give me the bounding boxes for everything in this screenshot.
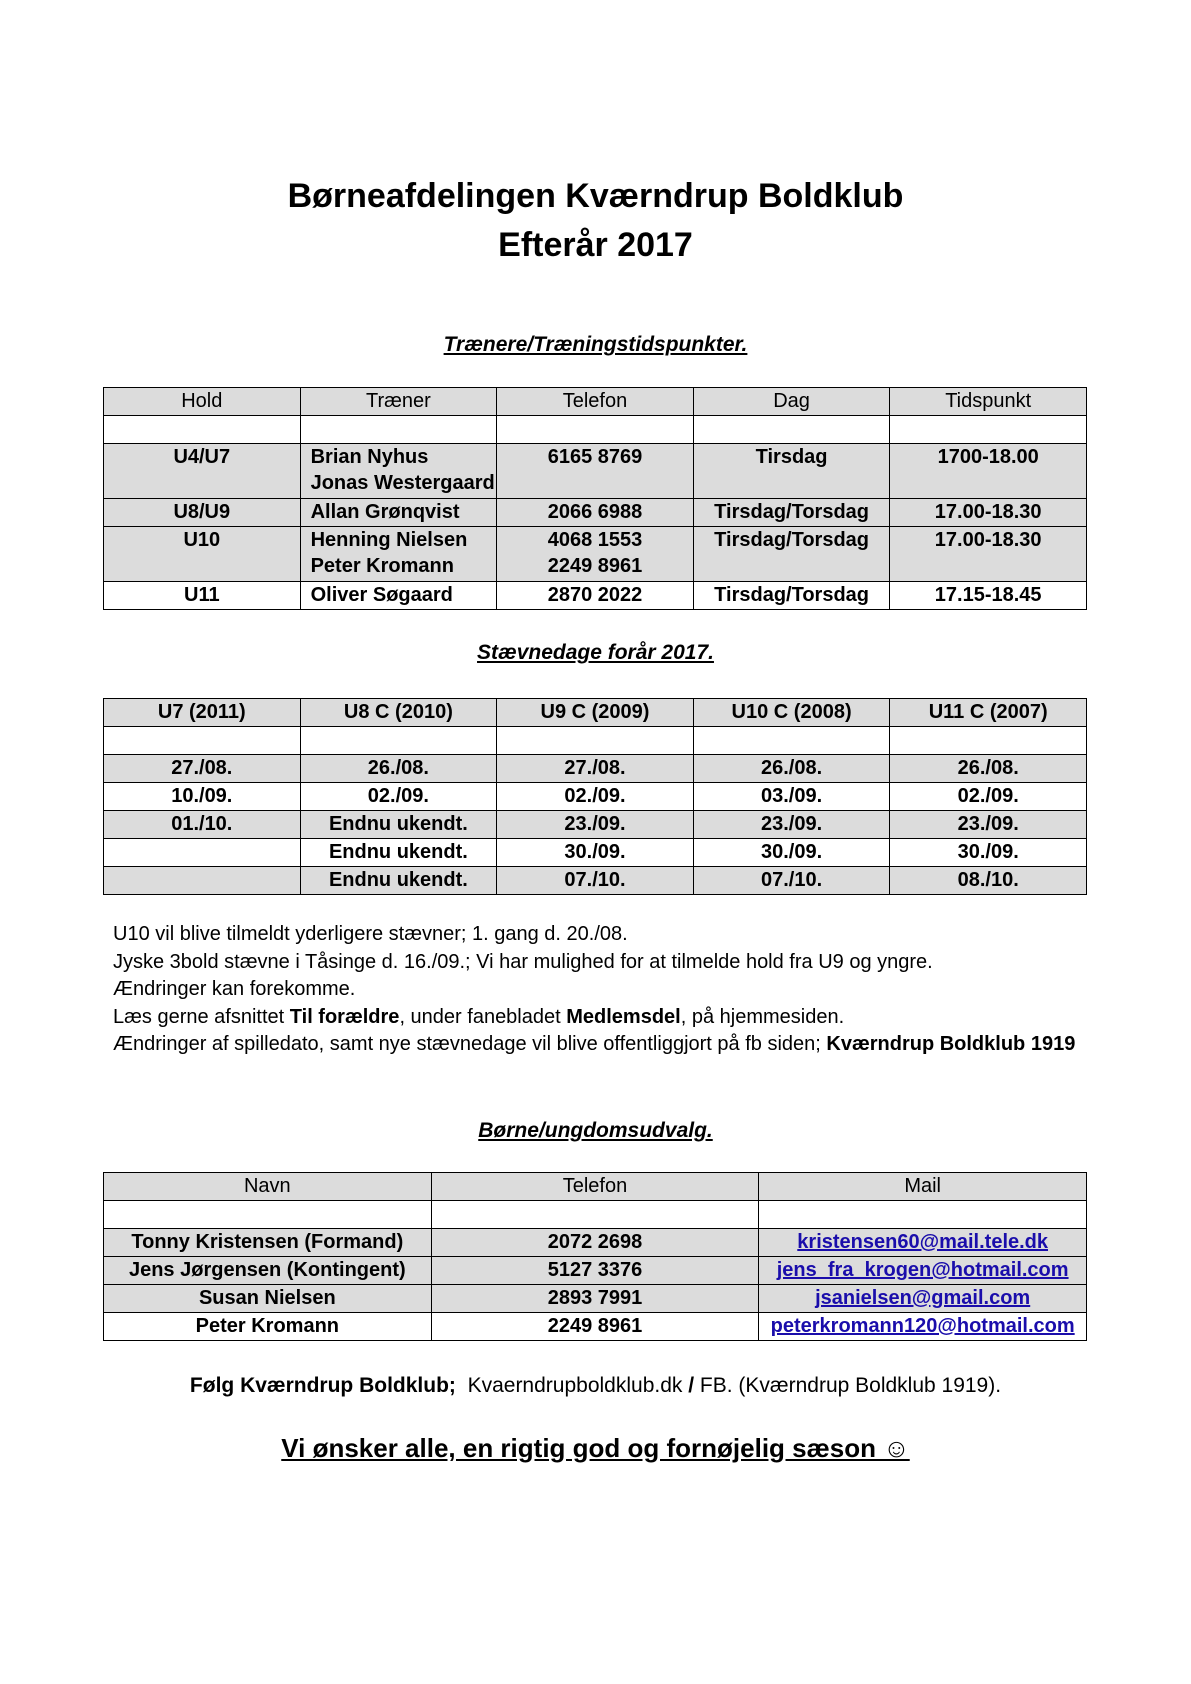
date-cell: 07./10. [693,867,890,895]
column-header: U10 C (2008) [693,699,890,727]
phone-cell: 6165 8769 [497,444,694,499]
date-cell [104,867,301,895]
column-header: Dag [693,388,890,416]
date-cell: 02./09. [497,783,694,811]
separator: / [688,1374,695,1397]
trainer-cell: Allan Grønqvist [300,499,497,527]
facebook-text: FB. (Kværndrup Boldklub 1919). [699,1374,1002,1397]
name-cell: Jens Jørgensen (Kontingent) [104,1257,432,1285]
follow-label: Følg Kværndrup Boldklub; [189,1374,456,1397]
page-subtitle: Efterår 2017 [498,226,693,264]
page-title: Børneafdelingen Kværndrup Boldklub [287,177,904,215]
follow-line [0,1373,1191,1399]
name-cell: Susan Nielsen [104,1285,432,1313]
phone-cell: 2072 2698 [431,1229,759,1257]
phone-number: 2249 8961 [547,555,643,577]
trainers-table [103,387,1087,610]
table-row [104,811,1087,839]
table-row [104,755,1087,783]
date-cell: 26./08. [300,755,497,783]
trainers-heading: Trænere/Træningstidspunkter. [443,333,748,356]
note-emphasis: Til forældre [289,1005,400,1028]
date-cell: 30./09. [890,839,1087,867]
table-row [104,1313,1087,1341]
note-emphasis: Kværndrup Boldklub 1919 [826,1033,1076,1055]
phone-cell: 2249 8961 [431,1313,759,1341]
closing-greeting: Vi ønsker alle, en rigtig god og fornøjelig sæson ☺ [281,1433,910,1463]
website-text: Kvaerndrupboldklub.dk [467,1374,683,1397]
note-emphasis: Medlemsdel [566,1005,681,1028]
trainer-cell [300,444,497,499]
table-row [104,582,1087,610]
date-cell: 23./09. [497,811,694,839]
time-cell: 17.00-18.30 [890,499,1087,527]
phone-cell [497,527,694,582]
team-cell: U11 [104,582,301,610]
mail-cell [759,1257,1087,1285]
date-cell: 23./09. [890,811,1087,839]
table-row [104,1285,1087,1313]
phone-number: 4068 1553 [547,529,643,551]
notes-block [113,921,1113,1059]
team-cell: U4/U7 [104,444,301,499]
note-line: Ændringer kan forekomme. [113,978,356,1000]
note-line: U10 vil blive tilmeldt yderligere stævner; 1. gang d. 20./08. [113,923,628,945]
table-spacer-row [104,727,1087,755]
date-cell: 26./08. [693,755,890,783]
mail-cell [759,1313,1087,1341]
trainer-name: Brian Nyhus [310,446,429,468]
date-cell: 27./08. [497,755,694,783]
column-header: Navn [104,1173,432,1201]
table-row [104,783,1087,811]
email-link[interactable]: jens_fra_krogen@hotmail.com [776,1259,1069,1281]
date-cell: Endnu ukendt. [300,839,497,867]
column-header: U8 C (2010) [300,699,497,727]
team-cell: U10 [104,527,301,582]
note-line: Læs gerne afsnittet Til forældre, under fanebladet Medlemsdel, på hjemmesiden. [113,1005,845,1028]
mail-cell [759,1285,1087,1313]
table-spacer-row [104,1201,1087,1229]
date-cell: 02./09. [890,783,1087,811]
column-header: Hold [104,388,301,416]
mail-cell [759,1229,1087,1257]
column-header: U11 C (2007) [890,699,1087,727]
email-link[interactable]: peterkromann120@hotmail.com [770,1315,1075,1337]
date-cell: 03./09. [693,783,890,811]
table-row [104,527,1087,582]
day-cell: Tirsdag/Torsdag [693,582,890,610]
date-cell: 26./08. [890,755,1087,783]
date-cell: Endnu ukendt. [300,867,497,895]
tournaments-heading: Stævnedage forår 2017. [477,641,714,664]
day-cell: Tirsdag/Torsdag [693,527,890,582]
name-cell: Tonny Kristensen (Formand) [104,1229,432,1257]
trainer-cell [300,527,497,582]
date-cell: 23./09. [693,811,890,839]
trainer-name: Jonas Westergaard [310,472,495,494]
table-header-row [104,1173,1087,1201]
phone-cell: 2066 6988 [497,499,694,527]
time-cell: 1700-18.00 [890,444,1087,499]
tournaments-table [103,698,1087,895]
date-cell: 02./09. [300,783,497,811]
date-cell: 01./10. [104,811,301,839]
time-cell: 17.00-18.30 [890,527,1087,582]
trainer-name: Peter Kromann [310,555,454,577]
column-header: Telefon [497,388,694,416]
name-cell: Peter Kromann [104,1313,432,1341]
committee-table [103,1172,1087,1341]
table-row [104,867,1087,895]
date-cell: 10./09. [104,783,301,811]
table-header-row [104,699,1087,727]
table-row [104,499,1087,527]
trainer-name: Henning Nielsen [310,529,468,551]
column-header: Telefon [431,1173,759,1201]
committee-heading: Børne/ungdomsudvalg. [478,1119,713,1142]
table-row [104,839,1087,867]
column-header: Tidspunkt [890,388,1087,416]
table-header-row [104,388,1087,416]
table-spacer-row [104,416,1087,444]
trainer-cell: Oliver Søgaard [300,582,497,610]
date-cell: 27./08. [104,755,301,783]
day-cell: Tirsdag [693,444,890,499]
column-header: U9 C (2009) [497,699,694,727]
email-link[interactable]: kristensen60@mail.tele.dk [797,1231,1049,1253]
phone-cell: 2870 2022 [497,582,694,610]
date-cell: 07./10. [497,867,694,895]
team-cell: U8/U9 [104,499,301,527]
day-cell: Tirsdag/Torsdag [693,499,890,527]
date-cell: 30./09. [693,839,890,867]
date-cell: Endnu ukendt. [300,811,497,839]
phone-cell: 2893 7991 [431,1285,759,1313]
column-header: Træner [300,388,497,416]
table-row [104,1257,1087,1285]
email-link[interactable]: jsanielsen@gmail.com [815,1287,1031,1309]
note-line: Jyske 3bold stævne i Tåsinge d. 16./09.; Vi har mulighed for at tilmelde hold fra U9 og yngre. [113,950,933,973]
table-row [104,444,1087,499]
column-header: Mail [759,1173,1087,1201]
column-header: U7 (2011) [104,699,301,727]
phone-cell: 5127 3376 [431,1257,759,1285]
date-cell [104,839,301,867]
table-row [104,1229,1087,1257]
time-cell: 17.15-18.45 [890,582,1087,610]
date-cell: 08./10. [890,867,1087,895]
date-cell: 30./09. [497,839,694,867]
note-line: Ændringer af spilledato, samt nye stævnedage vil blive offentliggjort på fb siden; Kværndrup Boldklub 1919 [113,1033,1076,1055]
